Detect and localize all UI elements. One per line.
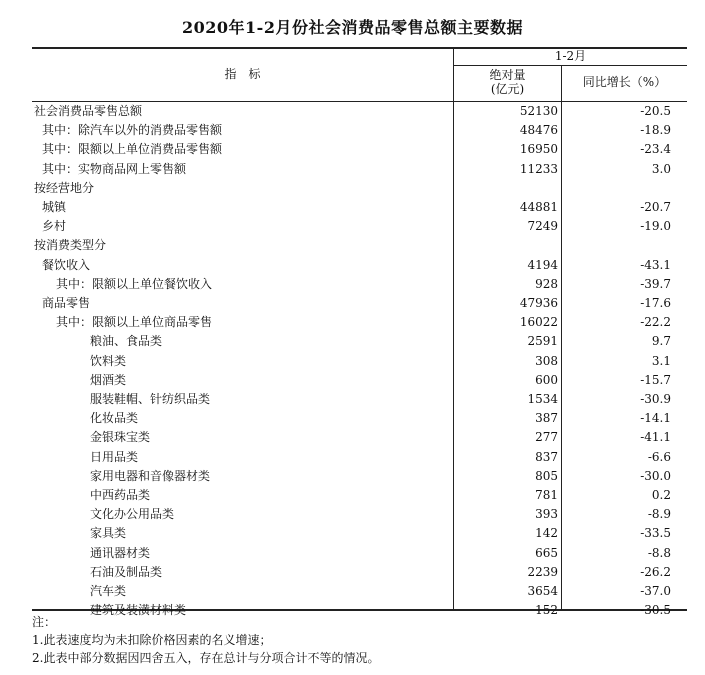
table-row	[32, 179, 687, 198]
row-growth-rate: -14.1	[640, 411, 671, 426]
table-row	[32, 544, 687, 563]
indicator-header: 指 标	[224, 67, 261, 81]
table-row	[32, 332, 687, 351]
row-growth-rate: -22.2	[640, 315, 671, 330]
row-label: 中西药品类	[90, 488, 151, 502]
growth-header: 同比增长（%）	[582, 75, 667, 89]
row-growth-rate: -8.8	[647, 545, 671, 560]
note-2: 2.此表中部分数据因四舍五入，存在总计与分项合计不等的情况。	[32, 651, 380, 665]
row-absolute-value: 2239	[527, 564, 558, 579]
row-growth-rate: -23.4	[640, 142, 671, 157]
note-1: 1.此表速度均为未扣除价格因素的名义增速；	[32, 633, 272, 647]
page-title: 2020年1-2月份社会消费品零售总额主要数据	[182, 18, 523, 37]
data-table	[32, 47, 687, 618]
row-label: 金银珠宝类	[90, 430, 151, 445]
row-growth-rate: -39.7	[640, 276, 671, 291]
row-growth-rate: -17.6	[640, 296, 671, 310]
table-row	[32, 582, 687, 601]
row-label: 服装鞋帽、针纺织品类	[90, 392, 211, 406]
table-row	[32, 563, 687, 582]
row-label: 烟酒类	[90, 372, 127, 387]
table-row	[32, 140, 687, 159]
table-row	[32, 524, 687, 543]
row-label: 饮料类	[90, 353, 127, 368]
row-growth-rate: -33.5	[640, 526, 671, 541]
row-growth-rate: -26.2	[640, 564, 671, 579]
row-label: 石油及制品类	[90, 564, 163, 579]
row-absolute-value: 805	[535, 468, 558, 483]
row-label: 汽车类	[90, 584, 127, 598]
table-row	[32, 352, 687, 371]
row-growth-rate: -37.0	[640, 584, 671, 598]
row-label: 按经营地分	[34, 180, 95, 195]
row-growth-rate: 9.7	[651, 334, 671, 349]
row-absolute-value: 44881	[519, 200, 558, 214]
row-absolute-value: 16950	[519, 142, 558, 157]
row-label: 社会消费品零售总额	[34, 104, 143, 118]
row-absolute-value: 16022	[519, 315, 558, 330]
row-label: 城镇	[42, 200, 67, 214]
row-label: 按消费类型分	[34, 238, 107, 253]
row-growth-rate: -6.6	[647, 449, 671, 464]
row-label: 文化办公用品类	[90, 507, 175, 522]
row-growth-rate: 3.1	[651, 353, 671, 368]
row-absolute-value: 2591	[527, 334, 558, 349]
table-row	[32, 217, 687, 236]
row-absolute-value: 48476	[519, 123, 558, 138]
row-growth-rate: -15.7	[640, 372, 671, 387]
absolute-value-header-line2: (亿元)	[490, 82, 525, 96]
table-row	[32, 275, 687, 294]
table-row	[32, 256, 687, 275]
row-absolute-value: 277	[535, 430, 558, 445]
table-row	[32, 486, 687, 505]
table-row	[32, 409, 687, 428]
row-absolute-value: 1534	[527, 392, 558, 406]
row-label: 通讯器材类	[90, 545, 151, 560]
row-label: 商品零售	[42, 296, 91, 310]
row-label: 其中：限额以上单位商品零售	[56, 315, 213, 330]
table-row	[32, 236, 687, 255]
row-absolute-value: 393	[535, 507, 558, 522]
period-rule	[453, 65, 687, 66]
table-row	[32, 102, 687, 121]
row-growth-rate: 0.2	[651, 488, 671, 502]
table-row	[32, 160, 687, 179]
row-label: 乡村	[42, 219, 67, 234]
table-row	[32, 371, 687, 390]
row-label: 家具类	[90, 526, 127, 541]
row-growth-rate: -19.0	[640, 219, 671, 234]
row-absolute-value: 4194	[527, 257, 558, 272]
table-notes	[32, 613, 379, 667]
row-growth-rate: -41.1	[640, 430, 671, 445]
row-growth-rate: -20.5	[640, 104, 671, 118]
row-label: 其中：除汽车以外的消费品零售额	[42, 123, 223, 138]
row-absolute-value: 47936	[519, 296, 558, 310]
table-row	[32, 121, 687, 140]
absolute-value-header	[454, 68, 561, 96]
row-growth-rate: -18.9	[640, 123, 671, 138]
row-absolute-value: 928	[535, 276, 558, 291]
row-growth-rate: -20.7	[640, 200, 671, 214]
absolute-value-header-line1: 绝对量	[489, 68, 526, 82]
notes-heading: 注：	[32, 615, 57, 629]
row-label: 粮油、食品类	[90, 334, 163, 349]
row-absolute-value: 837	[535, 449, 558, 464]
row-absolute-value: 600	[535, 372, 558, 387]
row-absolute-value: 7249	[527, 219, 558, 234]
row-absolute-value: 52130	[519, 104, 558, 118]
row-label: 其中：限额以上单位餐饮收入	[56, 276, 213, 291]
table-row	[32, 390, 687, 409]
row-absolute-value: 3654	[527, 584, 558, 598]
row-growth-rate: -30.0	[640, 468, 671, 483]
row-growth-rate: -30.5	[640, 603, 671, 618]
table-row	[32, 467, 687, 486]
row-absolute-value: 387	[535, 411, 558, 426]
table-row	[32, 428, 687, 447]
row-absolute-value: 665	[535, 545, 558, 560]
row-growth-rate: 3.0	[651, 161, 671, 176]
row-label: 其中：限额以上单位消费品零售额	[42, 142, 223, 157]
row-absolute-value: 142	[535, 526, 558, 541]
row-absolute-value: 152	[535, 603, 558, 618]
row-label: 化妆品类	[90, 411, 139, 426]
table-row	[32, 313, 687, 332]
row-growth-rate: -30.9	[640, 392, 671, 406]
row-growth-rate: -43.1	[640, 257, 671, 272]
table-row	[32, 294, 687, 313]
row-absolute-value: 308	[535, 353, 558, 368]
row-growth-rate: -8.9	[647, 507, 671, 522]
table-row	[32, 505, 687, 524]
row-label: 日用品类	[90, 449, 139, 464]
row-label: 建筑及装潢材料类	[90, 603, 187, 618]
period-header: 1-2月	[554, 49, 587, 63]
row-absolute-value: 11233	[519, 161, 558, 176]
table-row	[32, 198, 687, 217]
row-label: 餐饮收入	[42, 257, 91, 272]
row-label: 家用电器和音像器材类	[90, 468, 211, 483]
row-label: 其中：实物商品网上零售额	[42, 161, 187, 176]
table-row	[32, 448, 687, 467]
row-absolute-value: 781	[535, 488, 558, 502]
